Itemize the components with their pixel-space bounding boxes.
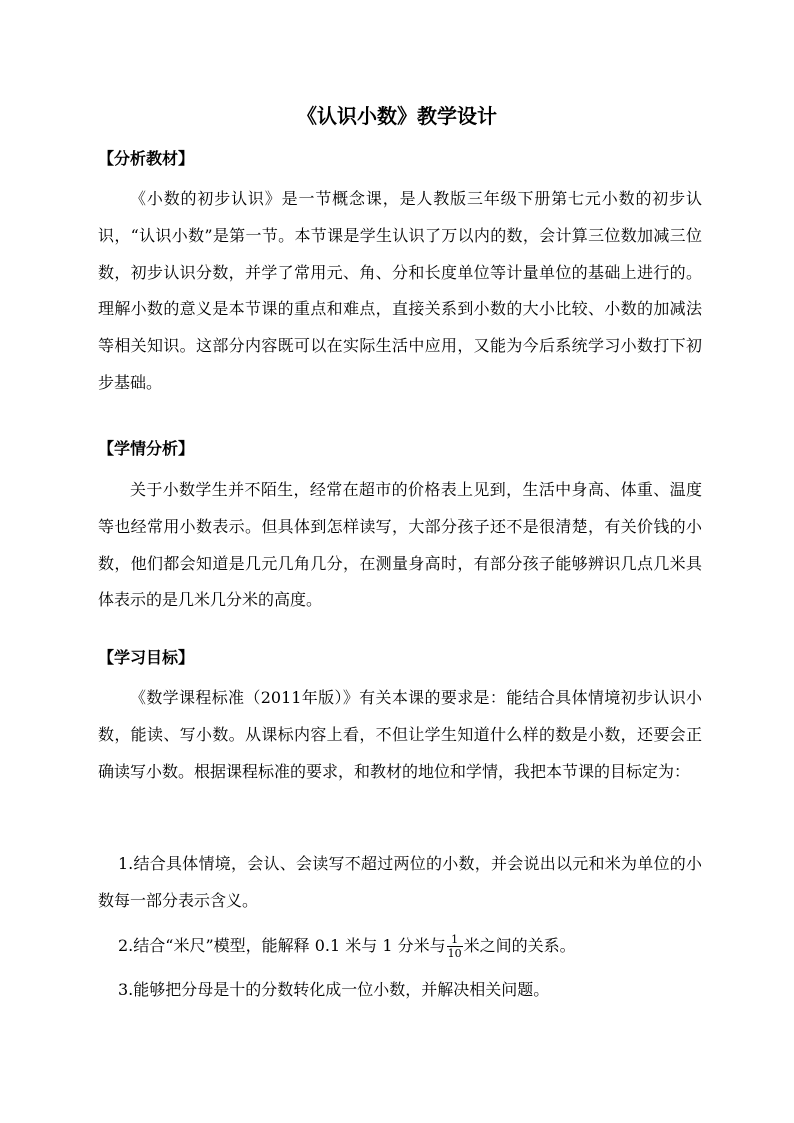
- goal-item-3: 3.能够把分母是十的分数转化成一位小数，并解决相关问题。: [118, 980, 550, 999]
- paragraph-textbook-analysis: 《小数的初步认识》是一节概念课，是人教版三年级下册第七元小数的初步认识，“认识小数”是第一节。本节课是学生认识了万以内的数，会计算三位数加减三位数，初步认识分数，并学了常用元、角、分和长度单位等计量单位的基础上进行的。理解小数的意义是本节课的重点和难点，直接关系到小数的大小比较、小数的加减法等相关知识。这部分内容既可以在实际生活中应用，又能为今后系统学习小数打下初步基础。: [98, 189, 702, 392]
- goal-item-2: [98, 928, 702, 965]
- document-title: 《认识小数》教学设计: [297, 104, 497, 128]
- section-heading-student-analysis: 【学情分析】: [98, 439, 195, 458]
- goal-item-2-text-before: 2.结合“米尺”模型，能解释 0.1 米与 1 分米与: [118, 936, 446, 955]
- goal-item-1: 1.结合具体情境，会认、会读写不超过两位的小数，并会说出以元和米为单位的小数每一部分表示含义。: [98, 854, 702, 910]
- fraction-denominator: 10: [447, 947, 462, 960]
- section-heading-learning-goals: 【学习目标】: [98, 648, 195, 667]
- paragraph-learning-goals: 《数学课程标准（2011年版）》有关本课的要求是：能结合具体情境初步认识小数，能读、写小数。从课标内容上看，不但让学生知道什么样的数是小数，还要会正确读写小数。根据课程标准的要求，和教材的地位和学情，我把本节课的目标定为：: [98, 688, 702, 781]
- section-heading-textbook-analysis: 【分析教材】: [98, 149, 195, 168]
- paragraph-student-analysis: 关于小数学生并不陌生，经常在超市的价格表上见到，生活中身高、体重、温度等也经常用小数表示。但具体到怎样读写，大部分孩子还不是很清楚，有关价钱的小数，他们都会知道是几元几角几分，在测量身高时，有部分孩子能够辨识几点几米具体表示的是几米几分米的高度。: [98, 480, 702, 610]
- fraction-one-tenth: [447, 933, 463, 960]
- fraction-numerator: 1: [447, 933, 463, 947]
- goal-item-2-text-after: 米之间的关系。: [463, 936, 576, 955]
